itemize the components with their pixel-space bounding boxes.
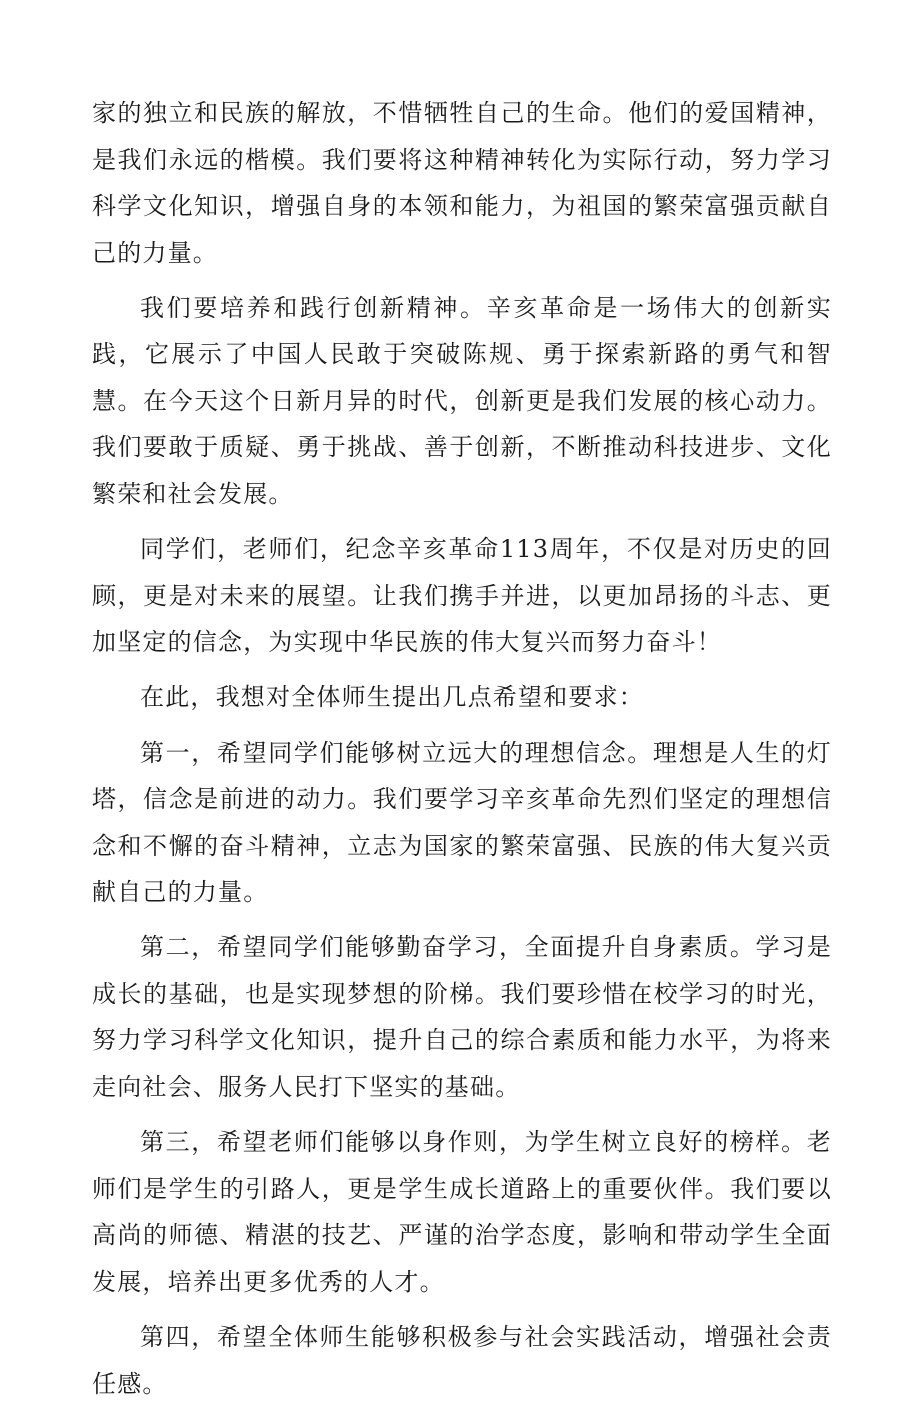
paragraph-1: 家的独立和民族的解放，不惜牺牲自己的生命。他们的爱国精神，是我们永远的楷模。我们要将这种精神转化为实际行动，努力学习科学文化知识，增强自身的本领和能力，为祖国的繁荣富强贡献自己的力量。 <box>92 99 832 267</box>
document-body <box>92 90 832 1416</box>
paragraph-3: 同学们，老师们，纪念辛亥革命113周年，不仅是对历史的回顾，更是对未来的展望。让我们携手并进，以更加昂扬的斗志、更加坚定的信念，为实现中华民族的伟大复兴而努力奋斗！ <box>92 535 832 657</box>
paragraph-6: 第二，希望同学们能够勤奋学习，全面提升自身素质。学习是成长的基础，也是实现梦想的阶梯。我们要珍惜在校学习的时光，努力学习科学文化知识，提升自己的综合素质和能力水平，为将来走向社会、服务人民打下坚实的基础。 <box>92 933 832 1101</box>
paragraph-8: 第四，希望全体师生能够积极参与社会实践活动，增强社会责任感。 <box>92 1323 832 1398</box>
paragraph-7: 第三，希望老师们能够以身作则，为学生树立良好的榜样。老师们是学生的引路人，更是学生成长道路上的重要伙伴。我们要以高尚的师德、精湛的技艺、严谨的治学态度，影响和带动学生全面发展，培养出更多优秀的人才。 <box>92 1128 832 1296</box>
paragraph-4: 在此，我想对全体师生提出几点希望和要求： <box>140 683 644 712</box>
paragraph-5: 第一，希望同学们能够树立远大的理想信念。理想是人生的灯塔，信念是前进的动力。我们要学习辛亥革命先烈们坚定的理想信念和不懈的奋斗精神，立志为国家的繁荣富强、民族的伟大复兴贡献自己的力量。 <box>92 738 832 907</box>
paragraph-2: 我们要培养和践行创新精神。辛亥革命是一场伟大的创新实践，它展示了中国人民敢于突破陈规、勇于探索新路的勇气和智慧。在今天这个日新月异的时代，创新更是我们发展的核心动力。我们要敢于质疑、勇于挑战、善于创新，不断推动科技进步、文化繁荣和社会发展。 <box>92 293 832 508</box>
